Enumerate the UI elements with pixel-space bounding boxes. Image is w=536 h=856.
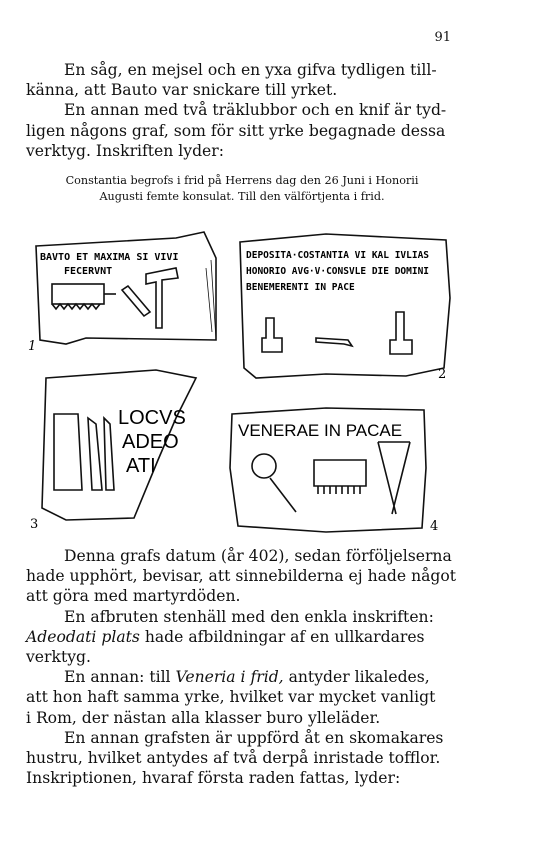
spindle-icon <box>252 454 276 478</box>
fig2-inscription: DEPOSITA·COSTANTIA VI KAL IVLIAS <box>246 250 430 261</box>
body-line: Inskriptionen, hvaraf första raden fattas, lyder: <box>26 769 401 788</box>
fig4-inscription: VENERAE IN PACAE <box>238 421 403 440</box>
body-line: i Rom, der nästan alla klasser buro ylleläder. <box>26 708 381 727</box>
body-text: En annan: till <box>64 668 176 687</box>
fig1-inscription: FECERVNT <box>64 266 113 277</box>
figure-plate <box>26 228 462 544</box>
figure-plate-drawing <box>26 228 462 544</box>
body-paragraphs <box>26 546 458 788</box>
fig1-inscription: BAVTO ET MAXIMA SI VIVI <box>40 252 179 263</box>
body-line: hade upphört, bevisar, att sinnebilderna ej hade något <box>26 567 457 586</box>
page-number: 91 <box>434 30 451 45</box>
body-line: En afbruten stenhäll med den enkla inskriften: <box>64 607 434 626</box>
mallet-icon <box>390 312 412 354</box>
figure-number: 4 <box>430 519 439 534</box>
body-text: hade afbildningar af en ullkardares <box>139 627 425 646</box>
axe-icon <box>146 268 178 328</box>
body-line: Denna grafs datum (år 402), sedan förföljelserna <box>64 547 452 565</box>
intro-line: En såg, en mejsel och en yxa gifva tydligen till- <box>64 61 437 79</box>
caption-line: Augusti femte konsulat. Till den välförtjenta i frid. <box>99 190 385 203</box>
chisel-icon <box>122 286 150 316</box>
intro-line: ligen någons graf, som för sitt yrke begagnade dessa <box>26 121 446 140</box>
quoted-inscription: Veneria i frid, <box>175 668 284 687</box>
fig2-inscription: BENEMERENTI IN PACE <box>246 282 355 293</box>
body-line <box>26 667 458 687</box>
carding-tool-icon <box>88 418 114 490</box>
mallet-icon <box>262 318 282 352</box>
body-line <box>26 627 458 647</box>
latin-inscription: Adeodati plats <box>26 627 140 646</box>
body-line: En annan grafsten är uppförd åt en skomakares <box>64 728 444 747</box>
body-line: att hon haft samma yrke, hvilket var mycket vanligt <box>26 688 436 707</box>
figure-number: 1 <box>28 339 37 354</box>
intro-line: känna, att Bauto var snickare till yrket. <box>26 81 338 100</box>
fig3-inscription: LOCVS <box>118 407 186 429</box>
figure-number: 3 <box>30 517 39 532</box>
knife-icon <box>316 338 352 346</box>
comb-icon <box>314 460 366 486</box>
fig2-inscription: HONORIO AVG·V·CONSVLE DIE DOMINI <box>246 266 430 277</box>
intro-paragraphs <box>26 60 458 161</box>
fig3-inscription: ATI <box>126 455 156 477</box>
intro-line: verktyg. Inskriften lyder: <box>26 141 224 160</box>
caption-line: Constantia begrofs i frid på Herrens dag den 26 Juni i Honorii <box>65 174 419 187</box>
intro-line: En annan med två träklubbor och en knif är tyd- <box>64 101 447 120</box>
fig3-inscription: ADEO <box>122 431 179 453</box>
inscription-translation <box>26 173 458 205</box>
body-line: att göra med martyrdöden. <box>26 587 241 606</box>
shears-icon <box>378 442 410 514</box>
comb-icon <box>54 414 82 490</box>
saw-icon <box>52 284 104 304</box>
figure-number: 2 <box>438 367 447 382</box>
body-line: hustru, hvilket antydes af två derpå inristade tofflor. <box>26 749 441 768</box>
body-line: verktyg. <box>26 648 91 667</box>
body-text: antyder likaledes, <box>283 668 430 687</box>
